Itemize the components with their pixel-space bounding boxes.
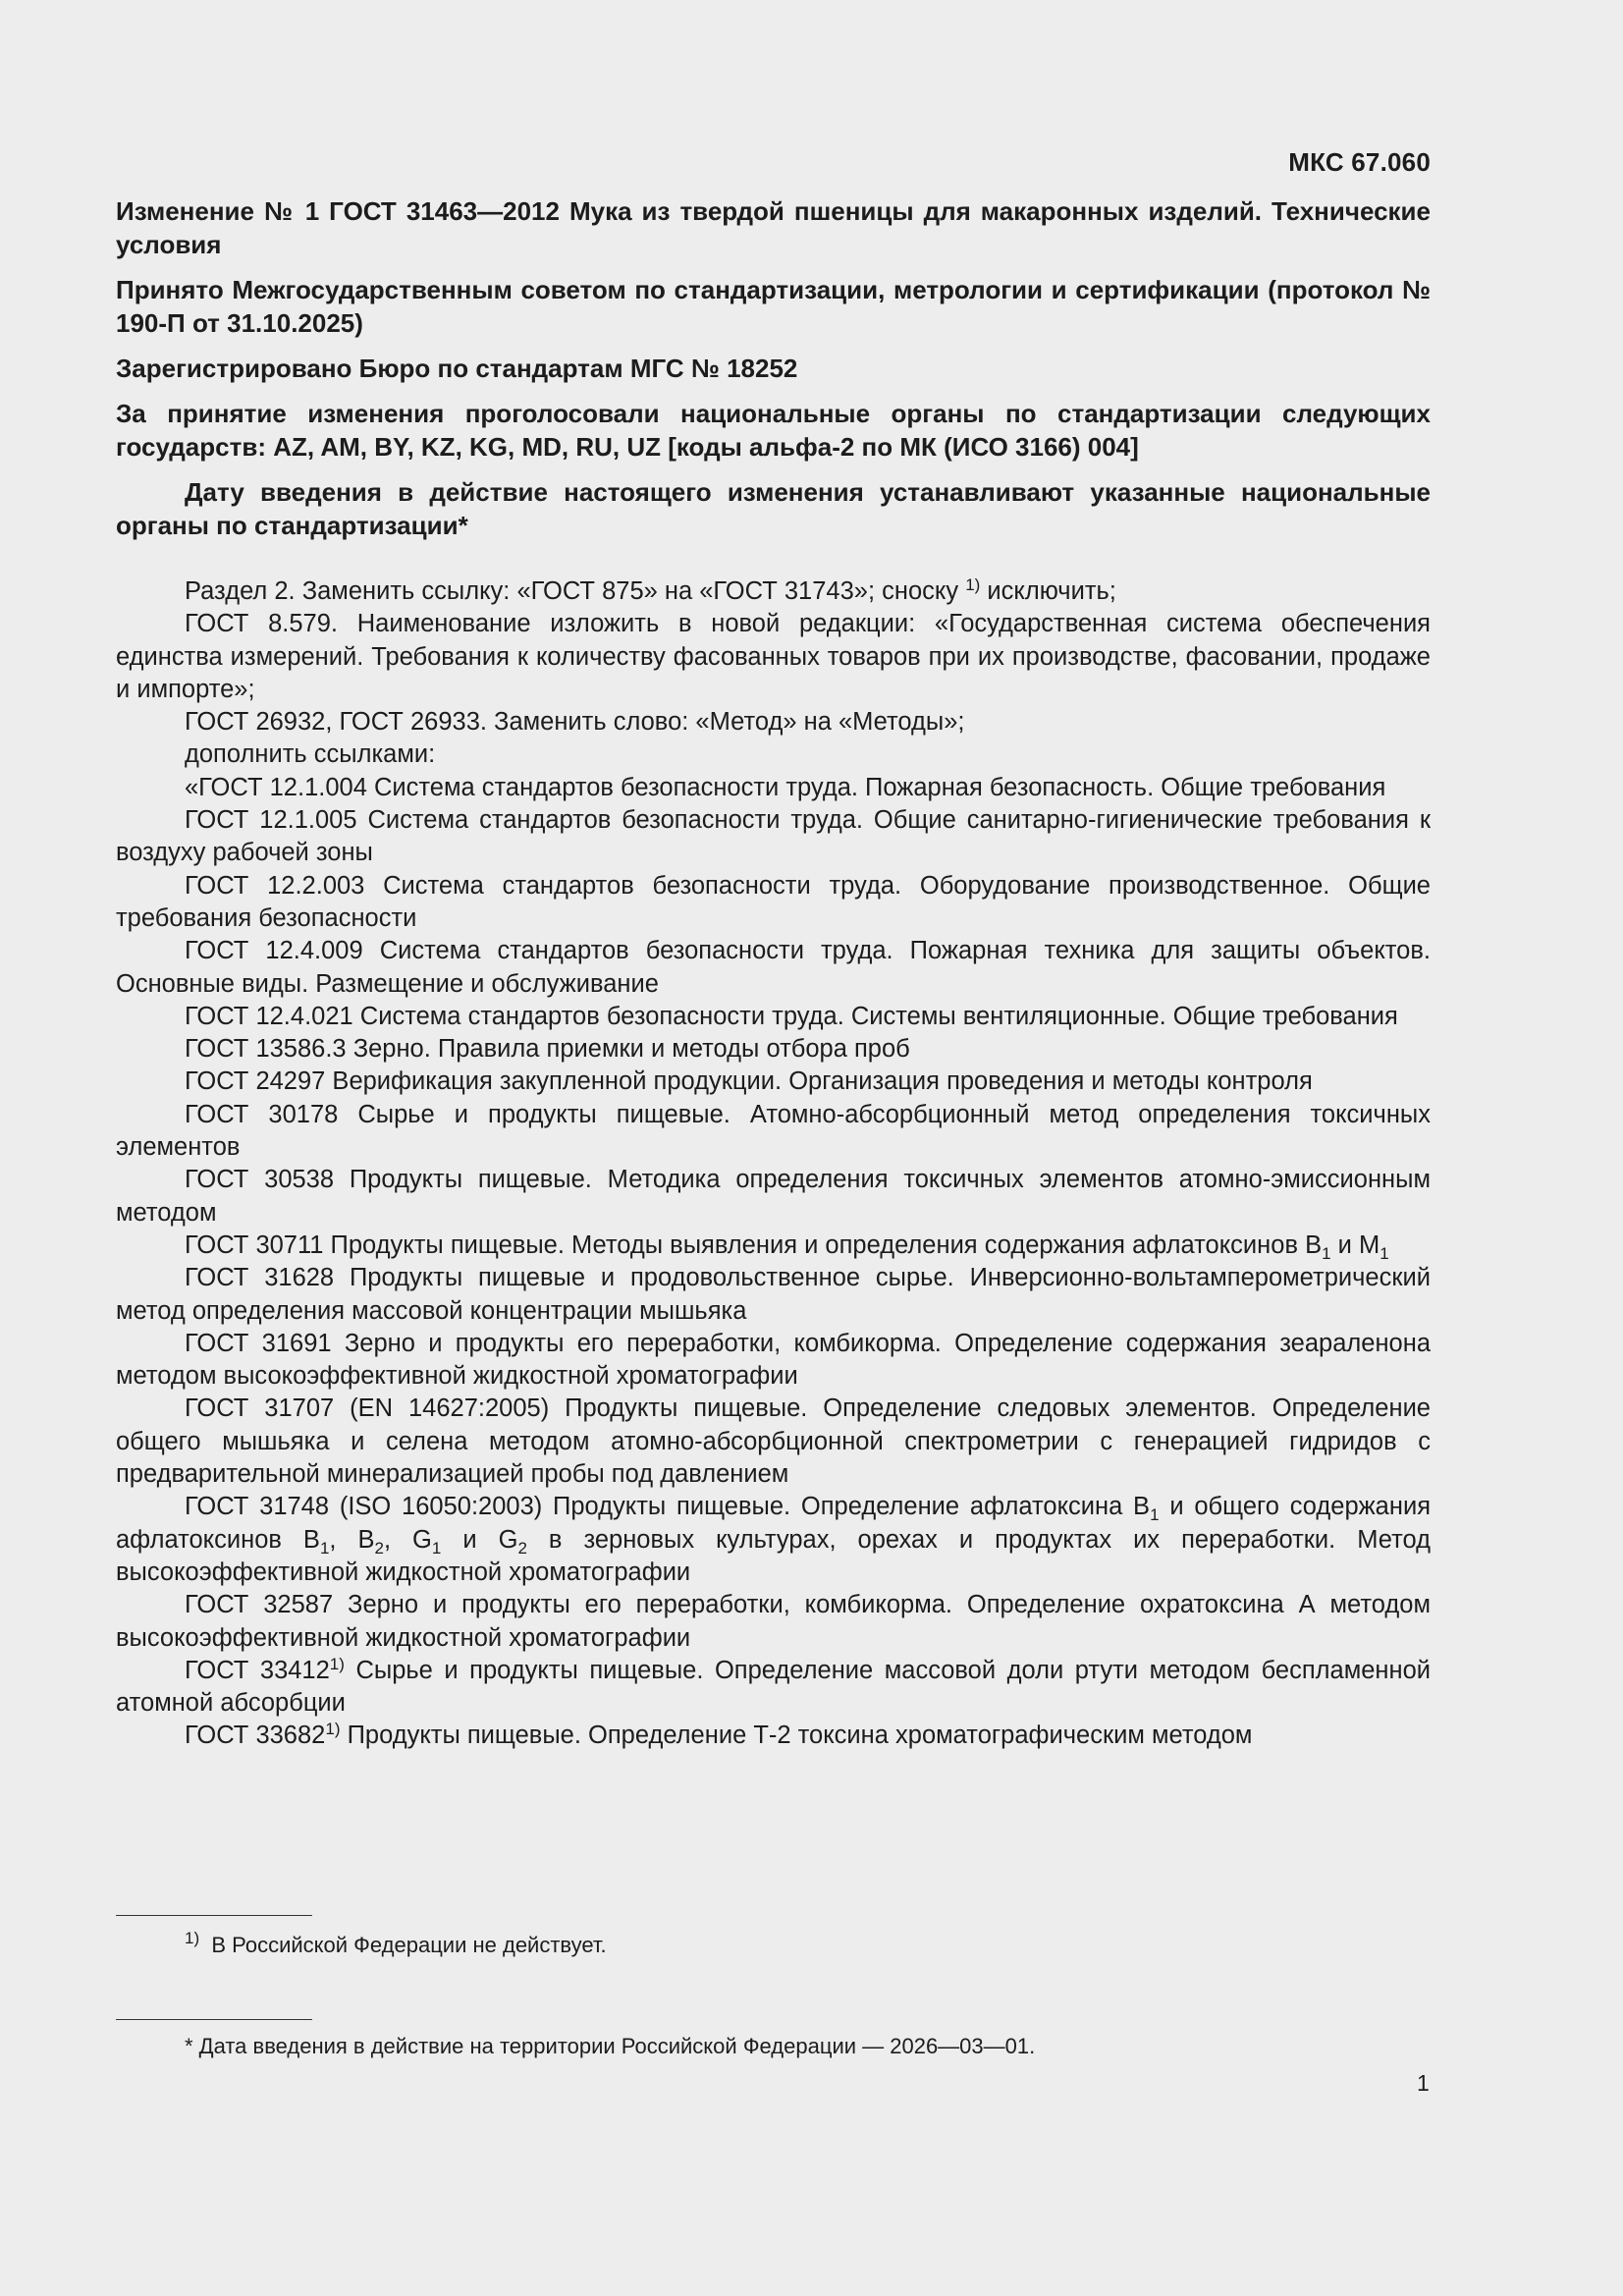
reference-item: ГОСТ 12.2.003 Система стандартов безопасности труда. Оборудование производственное. Общие требования безопасности xyxy=(116,871,1431,932)
reference-item: «ГОСТ 12.1.004 Система стандартов безопасности труда. Пожарная безопасность. Общие требования xyxy=(185,773,1386,801)
paragraph: дополнить ссылками: xyxy=(185,740,436,769)
registration-statement: Зарегистрировано Бюро по стандартам МГС № 18252 xyxy=(116,354,798,383)
amendment-body xyxy=(116,575,1431,1753)
mks-code: МКС 67.060 xyxy=(1288,147,1431,177)
reference-item xyxy=(116,1655,1431,1721)
reference-item: ГОСТ 31691 Зерно и продукты его переработки, комбикорма. Определение содержания зеараленона методом высокоэффективной жидкостной хроматографии xyxy=(116,1329,1431,1391)
reference-item: ГОСТ 30178 Сырье и продукты пищевые. Атомно-абсорбционный метод определения токсичных элементов xyxy=(116,1100,1431,1162)
reference-item: ГОСТ 24297 Верификация закупленной продукции. Организация проведения и методы контроля xyxy=(185,1067,1313,1096)
voting-statement: За принятие изменения проголосовали национальные органы по стандартизации следующих государств: AZ, AM, BY, KZ, KG, MD, RU, UZ [коды альфа-2 по МК (ИСО 3166) 004] xyxy=(116,399,1431,462)
footnote-ref: 1) xyxy=(965,575,981,594)
reference-item: ГОСТ 31628 Продукты пищевые и продовольственное сырье. Инверсионно-вольтамперометрический метод определения массовой концентрации мышьяка xyxy=(116,1264,1431,1325)
footnote-ref: 1) xyxy=(325,1720,341,1739)
document-content xyxy=(116,194,1431,1753)
reference-text: , B xyxy=(329,1525,375,1554)
footnote-separator xyxy=(116,1915,312,1916)
reference-item: ГОСТ 31707 (EN 14627:2005) Продукты пищевые. Определение следовых элементов. Определение общего мышьяка и селена методом атомно-абсорбционной спектрометрии с генерацией гидридов с предварительной минерализацией пробы под давлением xyxy=(116,1394,1431,1489)
footnote-1 xyxy=(185,1929,607,1959)
reference-text: Сырье и продукты пищевые. Определение массовой доли ртути методом беспламенной атомной абсорбции xyxy=(116,1656,1431,1718)
subscript: 1 xyxy=(431,1538,442,1558)
subscript: 2 xyxy=(374,1538,384,1558)
reference-text: и M xyxy=(1330,1230,1380,1259)
paragraph xyxy=(116,575,1431,608)
paragraph-text: Раздел 2. Заменить ссылку: «ГОСТ 875» на «ГОСТ 31743»; сноску xyxy=(185,577,959,605)
subscript: 1 xyxy=(1150,1505,1160,1525)
paragraph: ГОСТ 26932, ГОСТ 26933. Заменить слово: «Метод» на «Методы»; xyxy=(185,708,965,737)
reference-text: и общего содержания афлатоксинов B xyxy=(116,1493,1432,1554)
paragraph: ГОСТ 8.579. Наименование изложить в новой редакции: «Государственная система обеспечения единства измерений. Требования к количеству фасованных товаров при их производстве, фасовании, продаже и импорте»; xyxy=(116,610,1431,703)
reference-item: ГОСТ 12.4.021 Система стандартов безопасности труда. Системы вентиляционные. Общие требования xyxy=(185,1002,1398,1030)
footnote-text: В Российской Федерации не действует. xyxy=(211,1933,607,1957)
footnote-mark: 1) xyxy=(185,1929,200,1947)
subscript: 1 xyxy=(1322,1243,1331,1263)
page-number: 1 xyxy=(1417,2070,1430,2096)
reference-item: ГОСТ 32587 Зерно и продукты его переработки, комбикорма. Определение охратоксина А методом высокоэффективной жидкостной хроматографии xyxy=(116,1591,1431,1652)
reference-item xyxy=(116,1491,1431,1589)
reference-text: ГОСТ 31748 (ISO 16050:2003) Продукты пищевые. Определение афлатоксина B xyxy=(185,1493,1151,1521)
reference-item xyxy=(116,1720,1431,1752)
footnote-2: * Дата введения в действие на территории Российской Федерации — 2026—03—01. xyxy=(185,2034,1036,2058)
reference-item xyxy=(116,1230,1431,1262)
reference-text: , G xyxy=(383,1525,432,1554)
footnote-separator xyxy=(116,2019,312,2020)
effective-date-statement: Дату введения в действие настоящего изменения устанавливают указанные национальные органы по стандартизации* xyxy=(116,477,1431,540)
reference-text: ГОСТ 33682 xyxy=(185,1722,326,1750)
reference-item: ГОСТ 12.1.005 Система стандартов безопасности труда. Общие санитарно-гигиенические требования к воздуху рабочей зоны xyxy=(116,806,1431,867)
reference-text: и G xyxy=(441,1525,518,1554)
reference-item: ГОСТ 30538 Продукты пищевые. Методика определения токсичных элементов атомно-эмиссионным методом xyxy=(116,1166,1431,1227)
reference-item: ГОСТ 13586.3 Зерно. Правила приемки и методы отбора проб xyxy=(185,1035,910,1064)
reference-text: Продукты пищевые. Определение Т-2 токсина хроматографическим методом xyxy=(340,1722,1253,1750)
reference-item: ГОСТ 12.4.009 Система стандартов безопасности труда. Пожарная техника для защиты объектов. Основные виды. Размещение и обслуживание xyxy=(116,937,1431,998)
reference-text: в зерновых культурах, орехах и продуктах их переработки. Метод высокоэффективной жидкостной хроматографии xyxy=(116,1525,1431,1586)
amendment-title: Изменение № 1 ГОСТ 31463—2012 Мука из твердой пшеницы для макаронных изделий. Технические условия xyxy=(116,196,1431,259)
paragraph-text: исключить; xyxy=(987,577,1116,605)
subscript: 2 xyxy=(517,1538,527,1558)
subscript: 1 xyxy=(1380,1243,1389,1263)
reference-text: ГОСТ 30711 Продукты пищевые. Методы выявления и определения содержания афлатоксинов B xyxy=(185,1230,1323,1259)
reference-text: ГОСТ 33412 xyxy=(185,1656,330,1684)
adopted-statement: Принято Межгосударственным советом по стандартизации, метрологии и сертификации (протокол № 190-П от 31.10.2025) xyxy=(116,275,1431,338)
footnote-ref: 1) xyxy=(329,1654,345,1673)
subscript: 1 xyxy=(319,1538,330,1558)
